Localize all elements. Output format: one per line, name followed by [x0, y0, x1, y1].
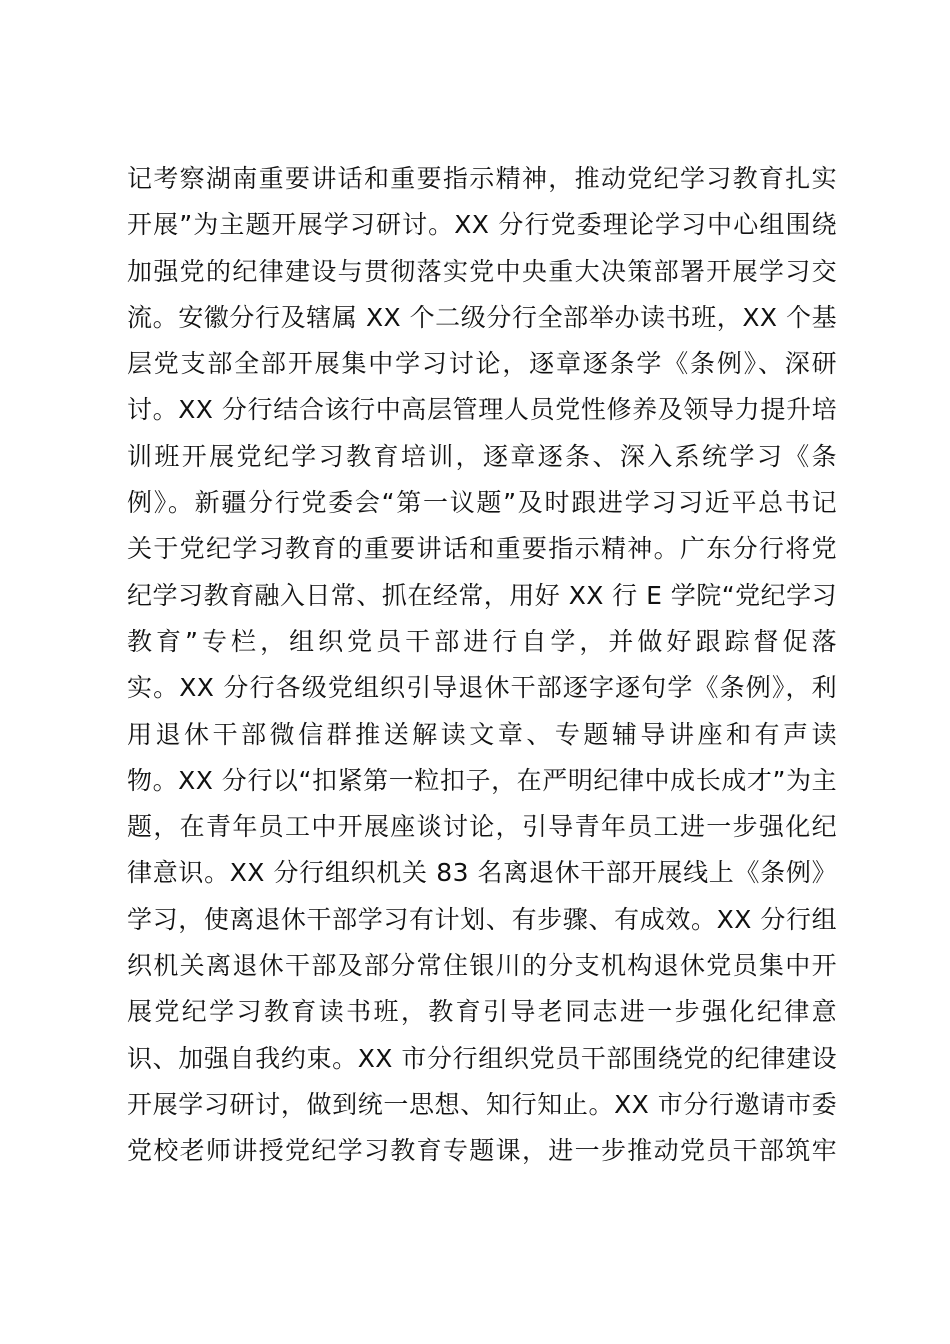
text-line: 物。XX 分行以“扣紧第一粒扣子，在严明纪律中成长成才”为主 [127, 765, 837, 795]
text-line: 织机关离退休干部及部分常住银川的分支机构退休党员集中开 [127, 951, 837, 981]
text-line: 记考察湖南重要讲话和重要指示精神，推动党纪学习教育扎实 [127, 164, 837, 193]
text-line: 关于党纪学习教育的重要讲话和重要指示精神。广东分行将党 [127, 534, 837, 564]
text-line: 开展”为主题开展学习研讨。XX 分行党委理论学习中心组围绕 [127, 210, 837, 240]
text-line: 层党支部全部开展集中学习讨论，逐章逐条学《条例》、深研 [127, 349, 837, 379]
text-line: 教育”专栏，组织党员干部进行自学，并做好跟踪督促落 [127, 626, 837, 656]
text-line: 训班开展党纪学习教育培训，逐章逐条、深入系统学习《条 [127, 441, 837, 471]
text-line: 流。安徽分行及辖属 XX 个二级分行全部举办读书班，XX 个基 [127, 302, 837, 332]
text-line: 律意识。XX 分行组织机关 83 名离退休干部开展线上《条例》 [127, 858, 837, 888]
text-line: 用退休干部微信群推送解读文章、专题辅导讲座和有声读 [127, 719, 837, 749]
text-line: 加强党的纪律建设与贯彻落实党中央重大决策部署开展学习交 [127, 256, 837, 286]
text-line: 识、加强自我约束。XX 市分行组织党员干部围绕党的纪律建设 [127, 1043, 837, 1073]
text-line: 开展学习研讨，做到统一思想、知行知止。XX 市分行邀请市委 [127, 1089, 837, 1119]
text-line: 党校老师讲授党纪学习教育专题课，进一步推动党员干部筑牢 [127, 1136, 837, 1166]
body-paragraph [127, 156, 837, 1175]
text-line: 实。XX 分行各级党组织引导退休干部逐字逐句学《条例》，利 [127, 673, 837, 703]
text-line: 例》。新疆分行党委会“第一议题”及时跟进学习习近平总书记 [127, 488, 837, 518]
text-line: 学习，使离退休干部学习有计划、有步骤、有成效。XX 分行组 [127, 904, 837, 934]
text-line: 展党纪学习教育读书班，教育引导老同志进一步强化纪律意 [127, 997, 837, 1027]
text-line: 纪学习教育融入日常、抓在经常，用好 XX 行 E 学院“党纪学习 [127, 580, 837, 610]
text-line: 讨。XX 分行结合该行中高层管理人员党性修养及领导力提升培 [127, 395, 837, 425]
text-line: 题，在青年员工中开展座谈讨论，引导青年员工进一步强化纪 [127, 812, 837, 842]
